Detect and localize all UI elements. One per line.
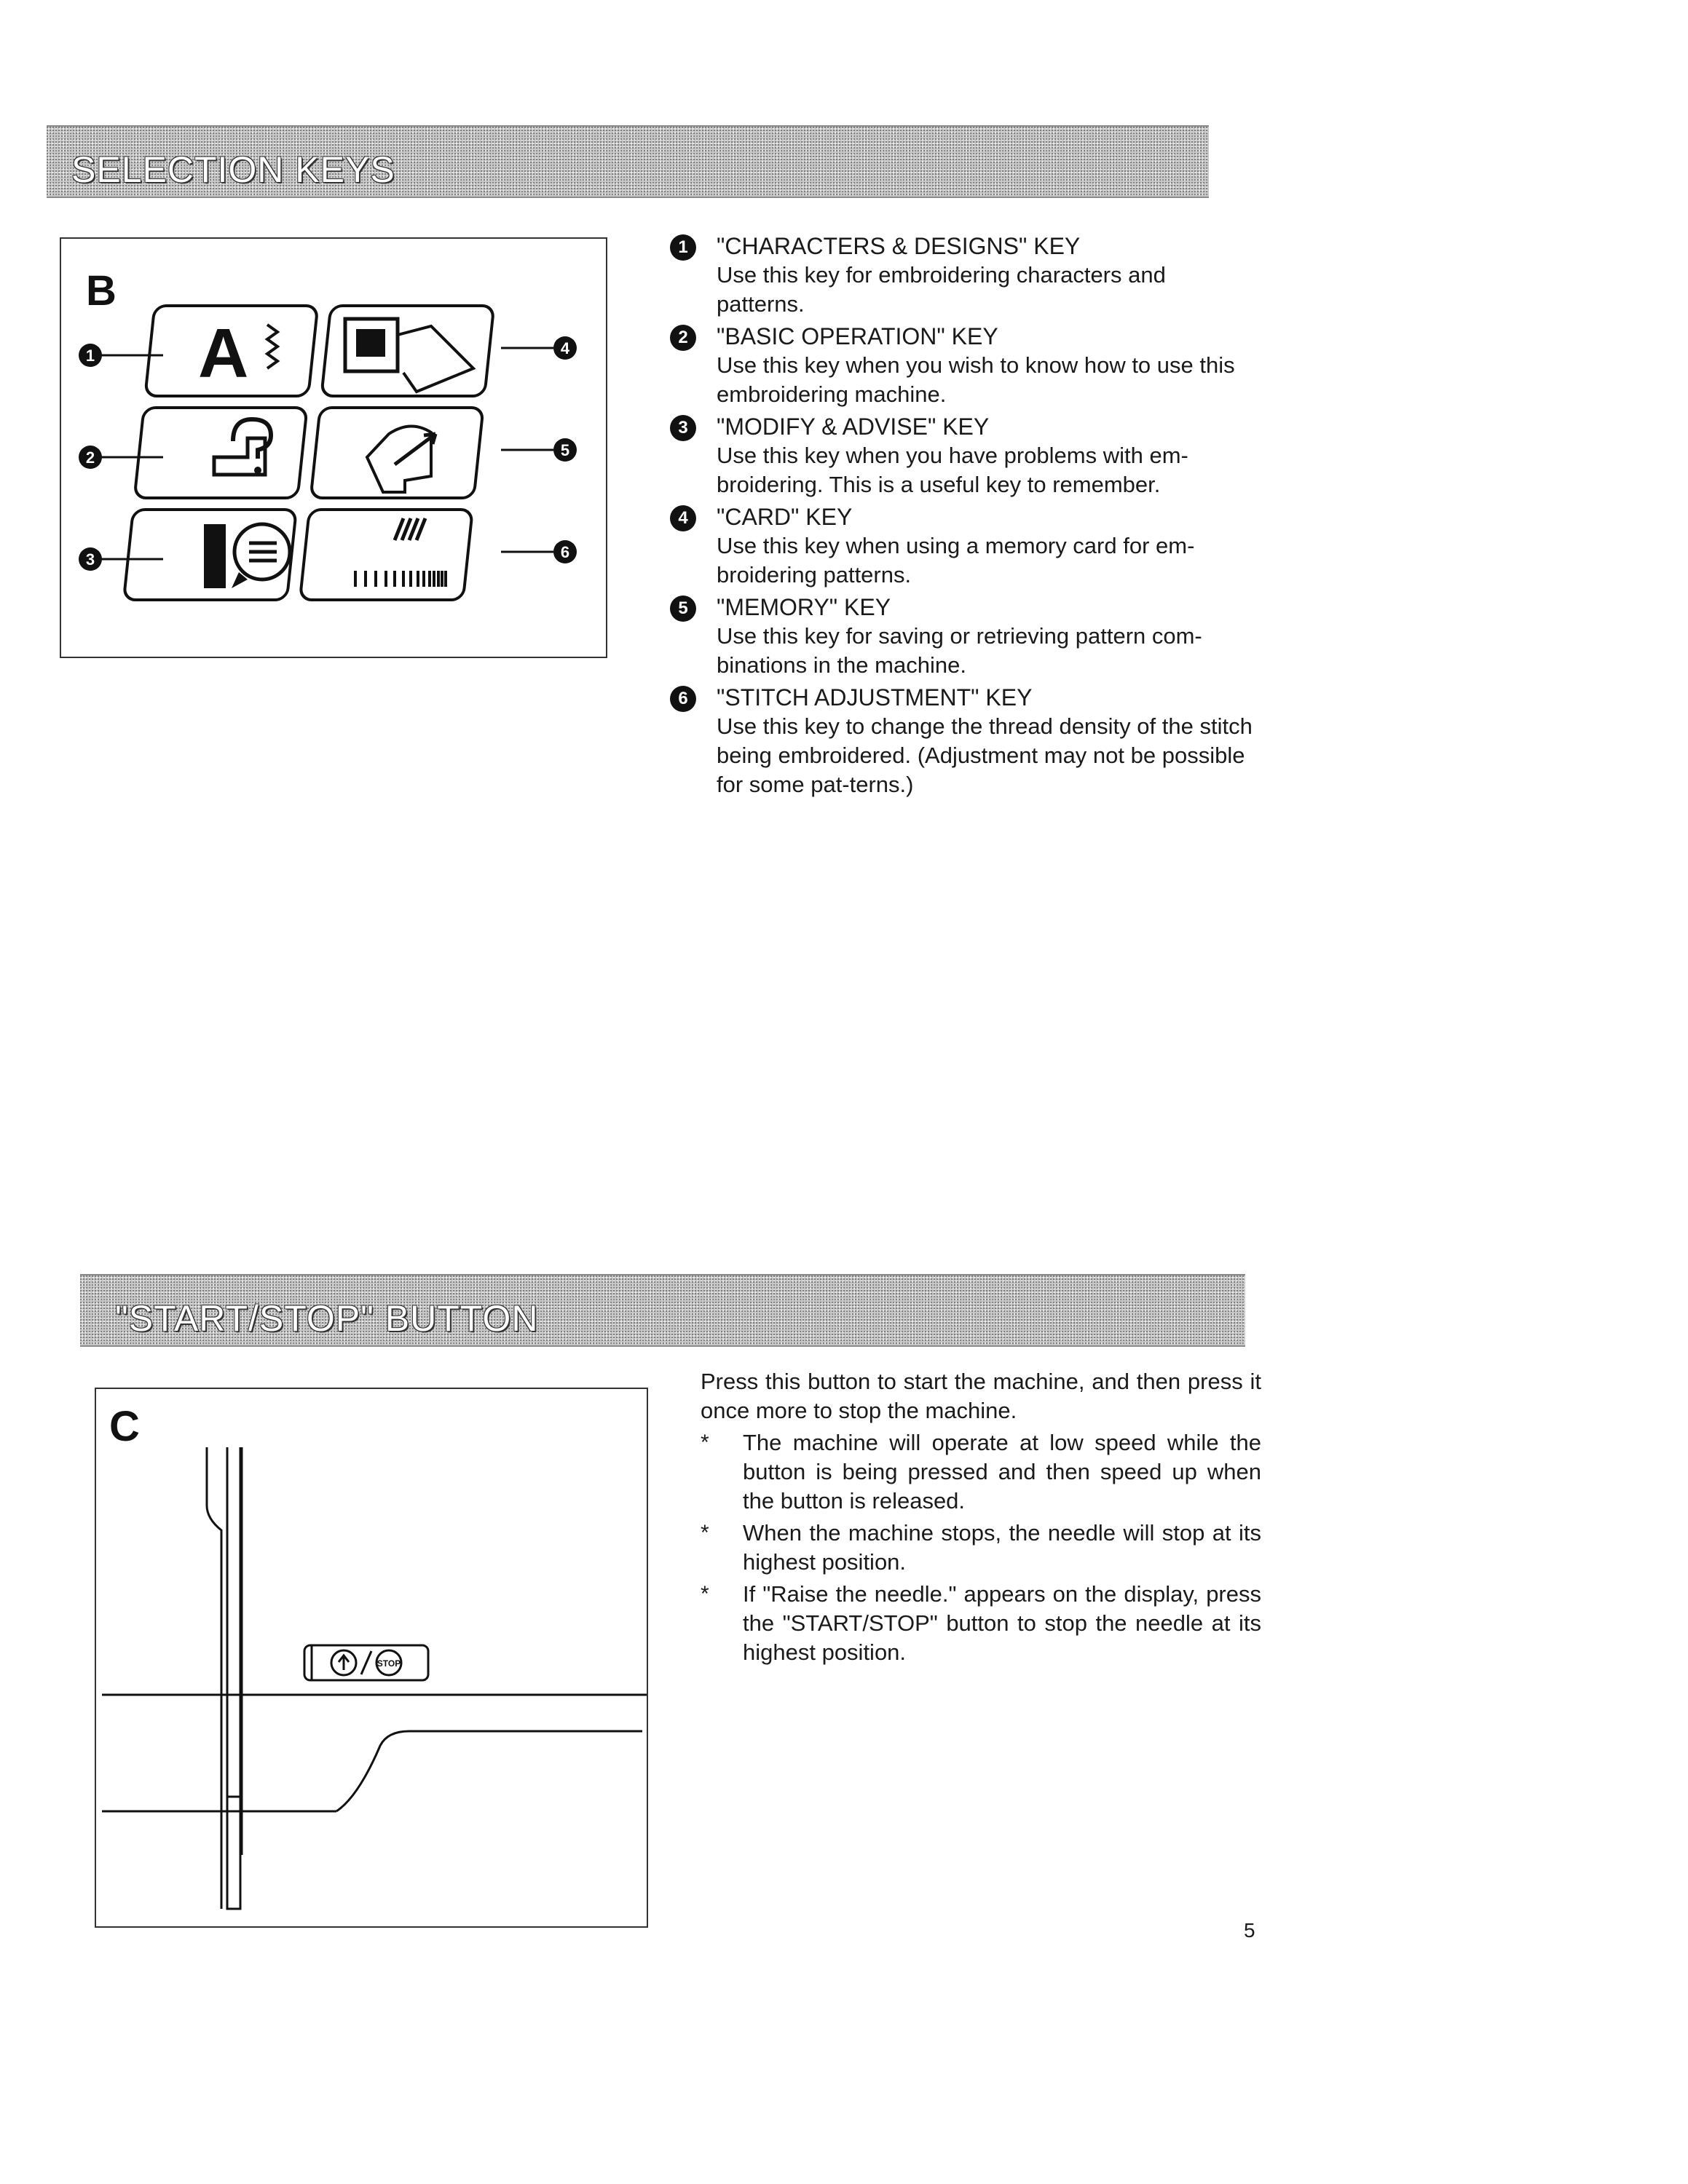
- key-item-stitch-adjustment: [670, 683, 1253, 799]
- start-stop-illustration: [96, 1389, 647, 1926]
- key-description: Use this key for saving or retrieving pattern com-binations in the machine.: [717, 623, 1202, 678]
- svg-text:A: A: [198, 314, 249, 392]
- svg-text:STOP: STOP: [376, 1658, 401, 1669]
- key-number: 5: [670, 596, 696, 622]
- modify-advise-key-icon: [124, 510, 296, 600]
- svg-text:1: 1: [85, 347, 95, 365]
- section-title: SELECTION KEYS: [71, 149, 395, 190]
- key-description: Use this key when you have problems with em-broidering. This is a useful key to remember.: [717, 443, 1188, 497]
- svg-text:4: 4: [560, 339, 570, 357]
- selection-key-list: [670, 232, 1253, 802]
- key-description: Use this key to change the thread density of the stitch being embroidered. (Adjustment may not be possible for some pat-terns.): [717, 713, 1253, 797]
- figure-c-frame: [95, 1388, 648, 1928]
- bullet-star-icon: *: [701, 1521, 709, 1545]
- key-title: "STITCH ADJUSTMENT" KEY: [717, 684, 1033, 711]
- key-item-memory: [670, 593, 1253, 680]
- card-key-icon: [321, 306, 494, 396]
- stitch-adjustment-key-icon: [300, 510, 473, 600]
- selection-keys-banner: [47, 125, 1209, 198]
- page-number: 5: [1244, 1919, 1255, 1942]
- figure-label: B: [86, 267, 117, 314]
- key-item-card: [670, 502, 1253, 590]
- key-number: 6: [670, 686, 696, 712]
- key-title: "MEMORY" KEY: [717, 594, 891, 620]
- key-title: "CARD" KEY: [717, 504, 853, 530]
- section-title: "START/STOP" BUTTON: [115, 1298, 539, 1339]
- start-stop-button-icon: [304, 1645, 428, 1680]
- key-description: Use this key when using a memory card for em-broidering patterns.: [717, 533, 1195, 587]
- note-item: [701, 1580, 1261, 1667]
- key-title: "BASIC OPERATION" KEY: [717, 323, 998, 349]
- start-stop-description: [701, 1367, 1261, 1667]
- key-item-characters-designs: [670, 232, 1253, 319]
- figure-b-frame: [60, 237, 607, 658]
- memory-key-icon: [311, 408, 484, 498]
- key-description: Use this key when you wish to know how to use this embroidering machine.: [717, 352, 1235, 407]
- bullet-star-icon: *: [701, 1582, 709, 1606]
- selection-keys-illustration: [61, 239, 606, 657]
- key-number: 1: [670, 234, 696, 261]
- note-item: [701, 1519, 1261, 1577]
- svg-text:5: 5: [560, 441, 570, 459]
- start-stop-button-banner: [80, 1274, 1245, 1347]
- characters-designs-key-icon: [145, 306, 318, 396]
- key-number: 3: [670, 415, 696, 441]
- figure-label: C: [109, 1403, 140, 1450]
- note-text: When the machine stops, the needle will stop at its highest position.: [743, 1520, 1261, 1575]
- note-item: [701, 1428, 1261, 1516]
- key-item-modify-advise: [670, 412, 1253, 499]
- note-text: If "Raise the needle." appears on the display, press the "START/STOP" button to stop the needle at its highest position.: [743, 1581, 1261, 1665]
- basic-operation-key-icon: [135, 408, 307, 498]
- svg-text:6: 6: [560, 543, 570, 561]
- intro-paragraph: Press this button to start the machine, and then press it once more to stop the machine.: [701, 1369, 1261, 1423]
- key-title: "CHARACTERS & DESIGNS" KEY: [717, 233, 1081, 259]
- key-number: 2: [670, 325, 696, 351]
- note-text: The machine will operate at low speed while the button is being pressed and then speed up when the button is released.: [743, 1430, 1261, 1514]
- key-description: Use this key for embroidering characters and patterns.: [717, 262, 1166, 317]
- callout-numbers: [79, 336, 577, 571]
- key-item-basic-operation: [670, 322, 1253, 409]
- key-number: 4: [670, 505, 696, 531]
- key-title: "MODIFY & ADVISE" KEY: [717, 414, 990, 440]
- bullet-star-icon: *: [701, 1431, 709, 1455]
- svg-text:3: 3: [85, 550, 95, 569]
- svg-text:2: 2: [85, 448, 95, 467]
